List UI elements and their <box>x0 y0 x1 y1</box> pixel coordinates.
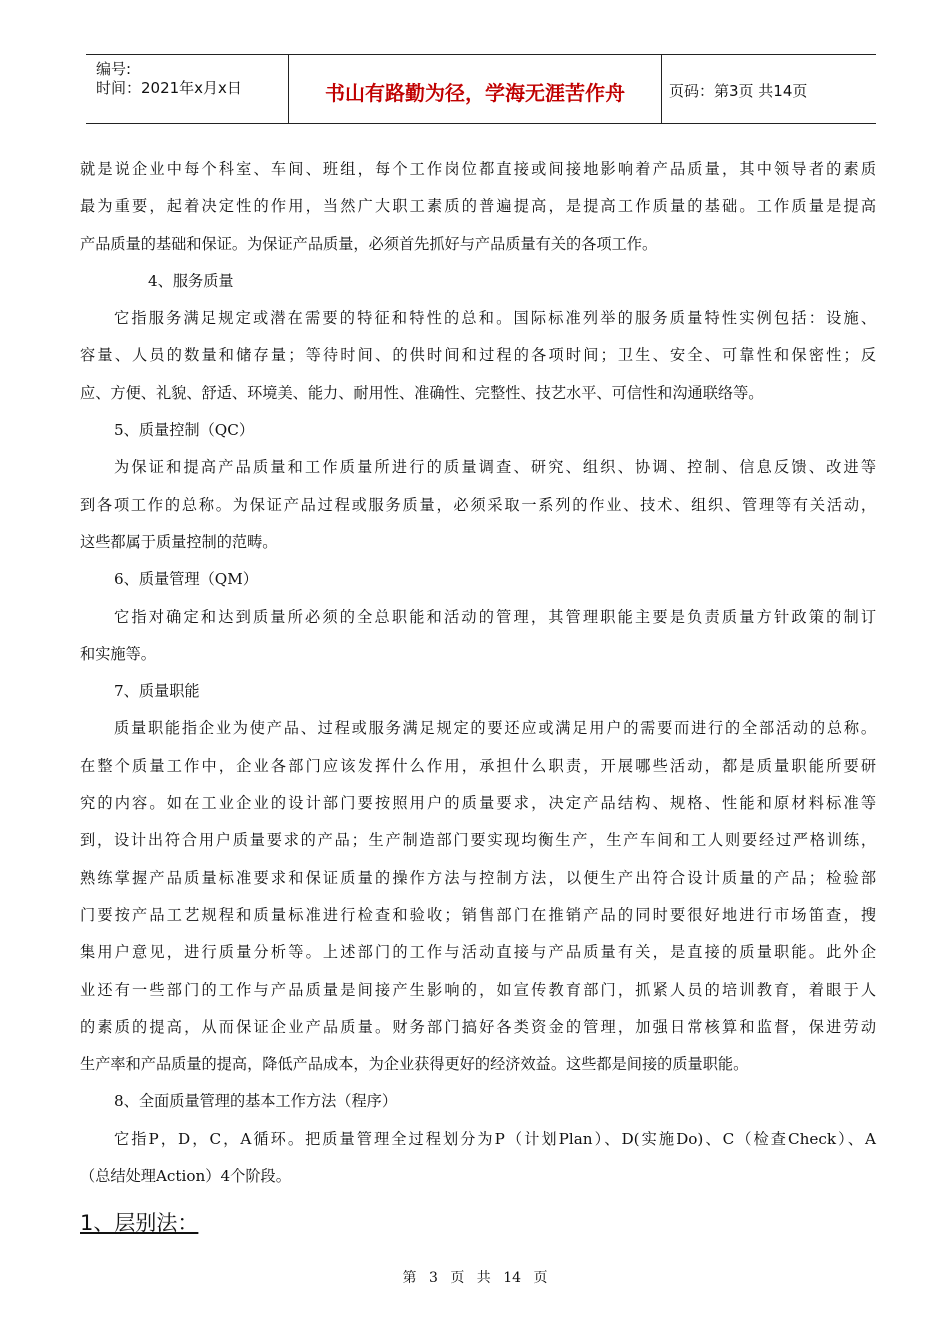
body-line: 容量、人员的数量和储存量；等待时间、的供时间和过程的各项时间；卫生、安全、可靠性和保密性；反 <box>80 346 876 365</box>
body-line: 熟练掌握产品质量标准要求和保证质量的操作方法与控制方法，以便生产出符合设计质量的产品；检验部 <box>80 868 876 887</box>
document-number-label: 编号: <box>96 60 132 78</box>
footer-text: 页 <box>450 1270 465 1286</box>
body-line: 的素质的提高，从而保证企业产品质量。财务部门搞好各类资金的管理，加强日常核算和监督，保进劳动 <box>80 1017 876 1036</box>
page-header <box>86 54 876 124</box>
header-meta <box>86 55 288 123</box>
section-heading-4: 4、服务质量 <box>148 271 234 290</box>
footer-text: 共 <box>476 1270 491 1286</box>
body-line: 门要按产品工艺规程和质量标准进行检查和验收；销售部门在推销产品的同时要很好地进行市场笛查，搜 <box>80 905 876 924</box>
body-line: 质量职能指企业为使产品、过程或服务满足规定的要还应或满足用户的需要而进行的全部活动的总称。 <box>114 719 876 738</box>
body-line: 这些都属于质量控制的范畴。 <box>80 532 278 551</box>
body-line: 产品质量的基础和保证。为保证产品质量，必须首先抓好与产品质量有关的各项工作。 <box>80 234 658 253</box>
body-line: 为保证和提高产品质量和工作质量所进行的质量调查、研究、组织、协调、控制、信息反馈、改进等 <box>114 458 876 477</box>
body-line: 到，设计出符合用户质量要求的产品；生产制造部门要实现均衡生产，生产车间和工人则要经过严格训练， <box>80 831 876 850</box>
body-line: 它指服务满足规定或潜在需要的特征和特性的总和。国际标准列举的服务质量特性实例包括：设施、 <box>114 309 876 328</box>
body-line: 最为重要，起着决定性的作用，当然广大职工素质的普遍提高，是提高工作质量的基础。工作质量是提高 <box>80 197 876 216</box>
section-heading-7: 7、质量职能 <box>114 682 200 701</box>
body-line: （总结处理Action）4个阶段。 <box>80 1167 291 1186</box>
section-heading-6: 6、质量管理（QM） <box>114 570 258 589</box>
body-line: 集用户意见，进行质量分析等。上述部门的工作与活动直接与产品质量有关，是直接的质量职能。此外企 <box>80 943 876 962</box>
section-heading-8: 8、全面质量管理的基本工作方法（程序） <box>114 1092 398 1111</box>
header-motto: 书山有路勤为径，学海无涯苦作舟 <box>325 81 625 105</box>
page-footer <box>0 1267 950 1287</box>
body-line: 在整个质量工作中，企业各部门应该发挥什么作用，承担什么职责，开展哪些活动，都是质量职能所要研 <box>80 756 876 775</box>
header-page-cell <box>661 55 876 123</box>
body-line: 和实施等。 <box>80 644 156 663</box>
section-heading-layering-method: 1、层别法： <box>80 1211 199 1235</box>
body-line: 应、方便、礼貌、舒适、环境美、能力、耐用性、准确性、完整性、技艺水平、可信性和沟通联络等。 <box>80 383 764 402</box>
body-line: 究的内容。如在工业企业的设计部门要按照用户的质量要求，决定产品结构、规格、性能和原材料标准等 <box>80 794 876 813</box>
header-page-label: 页码：第3页 共14页 <box>669 82 808 100</box>
section-heading-5: 5、质量控制（QC） <box>114 421 255 440</box>
body-line: 生产率和产品质量的提高，降低产品成本，为企业获得更好的经济效益。这些都是间接的质量职能。 <box>80 1055 749 1074</box>
body-line: 到各项工作的总称。为保证产品过程或服务质量，必须采取一系列的作业、技术、组织、管理等有关活动， <box>80 495 876 514</box>
body-line: 它指P，D，C，A循环。把质量管理全过程划分为P（计划Plan）、D(实施Do)、C（检查Check）、A <box>114 1129 876 1148</box>
header-motto-cell <box>288 55 662 123</box>
footer-page-number: 3 <box>428 1270 438 1286</box>
body-line: 就是说企业中每个科室、车间、班组，每个工作岗位都直接或间接地影响着产品质量，其中领导者的素质 <box>80 160 876 178</box>
footer-text: 页 <box>533 1270 548 1286</box>
document-time-label: 时间：2021年x月x日 <box>96 79 242 97</box>
body-line: 它指对确定和达到质量所必须的全总职能和活动的管理，其管理职能主要是负责质量方针政策的制订 <box>114 607 876 626</box>
document-body <box>80 151 876 1195</box>
footer-text: 第 <box>402 1270 417 1286</box>
footer-page-total: 14 <box>503 1270 522 1286</box>
body-line: 业还有一些部门的工作与产品质量是间接产生影响的，如宣传教育部门，抓紧人员的培训教育，着眼于人 <box>80 980 876 999</box>
